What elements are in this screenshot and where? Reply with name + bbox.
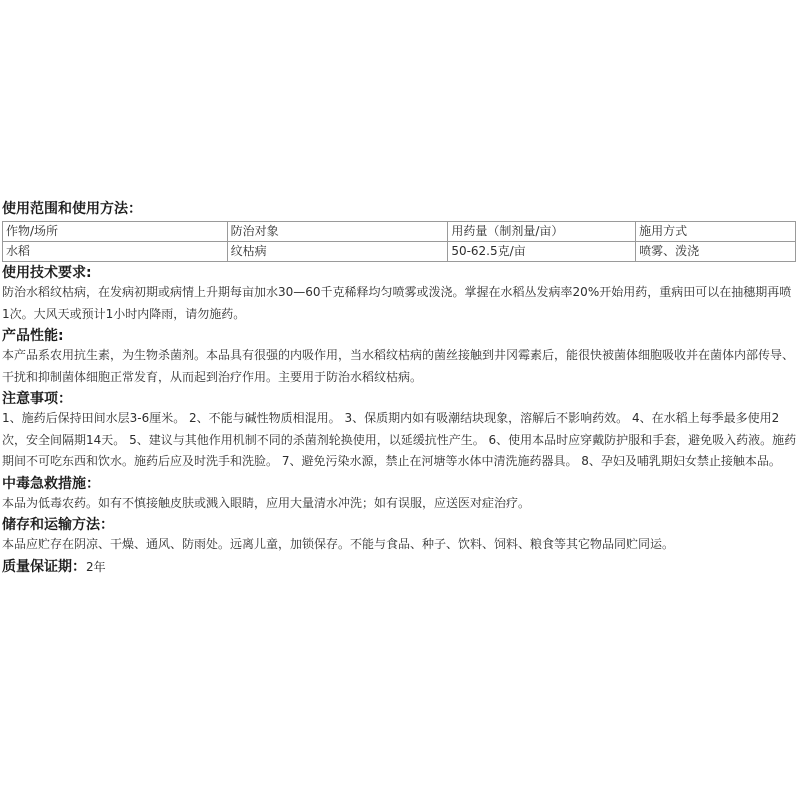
precautions-text: 1、施药后保持田间水层3-6厘米。 2、不能与碱性物质相混用。 3、保质期内如有吸潮结块现象，溶解后不影响药效。 4、在水稻上每季最多使用2次，安全间隔期14天。 5、建议与其他作用机制不同的杀菌剂轮换使用，以延缓抗性产生。 6、使用本品时应穿戴防护服和手套，避免吸入药液。施药期间不可吃东西和饮水。施药后应及时洗手和洗脸。 7、避免污染水源，禁止在河塘等水体中清洗施药器具。 8、孕妇及哺乳期妇女禁止接触本品。: [2, 411, 797, 468]
header-target: 防治对象: [227, 222, 448, 242]
precautions-heading: 注意事项：: [2, 391, 72, 407]
technical-requirements-heading: 使用技术要求:: [2, 265, 92, 281]
technical-requirements-text: 防治水稻纹枯病，在发病初期或病情上升期每亩加水30—60千克稀释均匀喷雾或泼浇。掌握在水稻丛发病率20%开始用药，重病田可以在抽穗期再喷1次。大风天或预计1小时内降雨，请勿施药。: [2, 285, 792, 321]
storage-text: 本品应贮存在阴凉、干燥、通风、防雨处。远离儿童，加锁保存。不能与食品、种子、饮料、饲料、粮食等其它物品同贮同运。: [2, 537, 675, 551]
header-method: 施用方式: [636, 222, 796, 242]
cell-crop: 水稻: [3, 242, 228, 262]
header-crop: 作物/场所: [3, 222, 228, 242]
first-aid-heading: 中毒急救措施：: [2, 475, 100, 492]
quality-guarantee-row: [2, 558, 798, 576]
usage-table-header-row: [3, 222, 796, 242]
table-row: [3, 242, 796, 262]
quality-guarantee-value: 2年: [86, 559, 106, 574]
first-aid-text: 本品为低毒农药。如有不慎接触皮肤或溅入眼睛，应用大量清水冲洗；如有误服，应送医对症治疗。: [2, 495, 531, 510]
storage-heading: 储存和运输方法：: [2, 517, 114, 533]
usage-scope-heading: 使用范围和使用方法：: [2, 201, 142, 217]
cell-target: 纹枯病: [227, 242, 448, 262]
product-performance-heading: 产品性能:: [2, 328, 64, 344]
quality-guarantee-heading: 质量保证期：: [2, 558, 86, 575]
cell-dosage: 50-62.5克/亩: [448, 242, 636, 262]
cell-method: 喷雾、泼浇: [636, 242, 796, 262]
product-performance-text: 本产品系农用抗生素，为生物杀菌剂。本品具有很强的内吸作用，当水稻纹枯病的菌丝接触到井冈霉素后，能很快被菌体细胞吸收并在菌体内部传导、干扰和抑制菌体细胞正常发育，从而起到治疗作用。主要用于防治水稻纹枯病。: [2, 348, 795, 384]
usage-table: [2, 221, 796, 262]
header-dosage: 用药量（制剂量/亩）: [448, 222, 636, 242]
product-label-document: [2, 200, 798, 597]
